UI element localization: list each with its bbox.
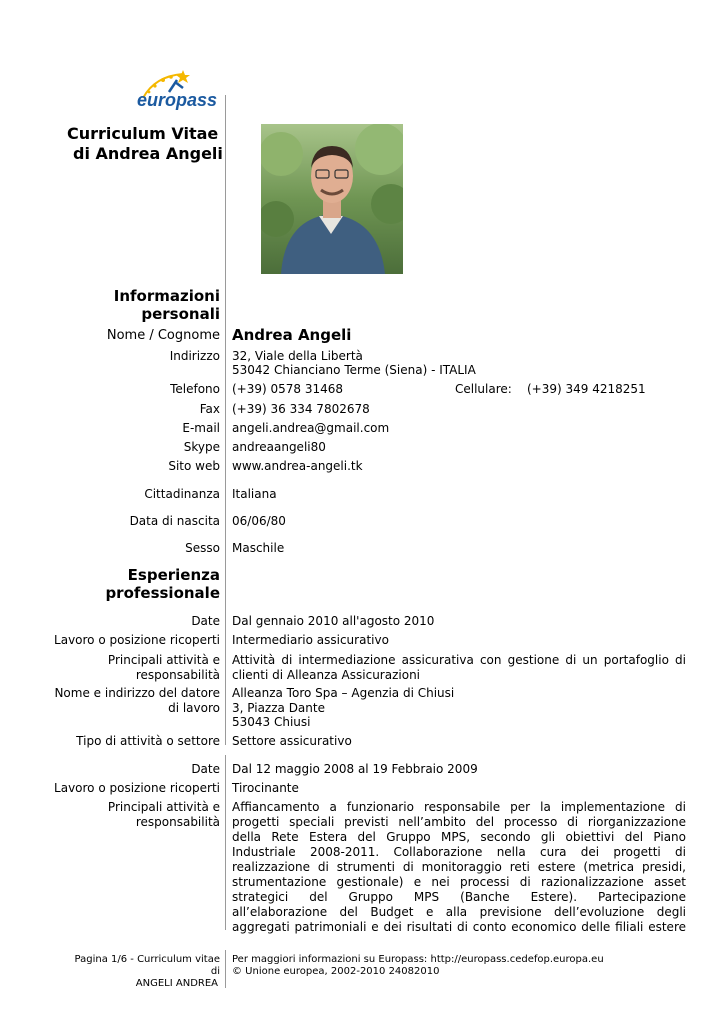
section-personal-line2: personali (141, 305, 220, 323)
job2-date: Dal 12 maggio 2008 al 19 Febbraio 2009 (232, 762, 478, 776)
profile-photo (261, 124, 403, 274)
skype-label: Skype (183, 440, 220, 454)
name-label: Nome / Cognome (106, 328, 220, 343)
website-label: Sito web (168, 459, 220, 473)
job2-date-label: Date (191, 762, 220, 776)
job1-position-label: Lavoro o posizione ricoperti (54, 633, 220, 647)
address-line1: 32, Viale della Libertà (232, 349, 363, 363)
footer-info-line2: © Unione europea, 2002-2010 24082010 (232, 966, 440, 977)
job2-activities-line: all’elaborazione del Budget e alla previsione dell’evoluzione degli (232, 905, 686, 919)
footer-info-line1[interactable]: Per maggiori informazioni su Europass: http://europass.cedefop.europa.eu (232, 954, 604, 965)
job2-activities-line: progetti speciali previsti nell’ambito del processo di riorganizzazione (232, 815, 686, 829)
section-personal-line1: Informazioni (113, 287, 220, 305)
footer-page-line3: ANGELI ANDREA (135, 978, 218, 989)
job1-activities-label-line1: Principali attività e (107, 653, 220, 667)
europass-logo (125, 68, 225, 112)
job2-activities-line: aggregati patrimoniali e dei risultati di conto economico delle filiali estere (232, 920, 686, 934)
cv-title-line1: Curriculum Vitae (67, 124, 219, 143)
address-line2: 53042 Chianciano Terme (Siena) - ITALIA (232, 363, 476, 377)
fax-value: (+39) 36 334 7802678 (232, 402, 370, 416)
footer-page-line2: di (210, 966, 220, 977)
footer-page-line1: Pagina 1/6 - Curriculum vitae (74, 954, 220, 965)
job1-employer-label-line1: Nome e indirizzo del datore (54, 686, 220, 700)
job1-sector-label: Tipo di attività o settore (76, 734, 220, 748)
job1-activities-label-line2: responsabilità (135, 668, 220, 682)
section-experience-line1: Esperienza (127, 566, 220, 584)
job1-position: Intermediario assicurativo (232, 633, 389, 647)
europass-logo-text: europass (137, 90, 218, 110)
sex-label: Sesso (185, 541, 220, 555)
job2-activities-line: realizzazione di strumenti di monitoraggio reti estere (metrica presidi, (232, 860, 686, 874)
citizenship-value: Italiana (232, 487, 277, 501)
fax-label: Fax (199, 402, 220, 416)
address-label: Indirizzo (169, 349, 220, 363)
job1-employer-line2: 3, Piazza Dante (232, 701, 325, 715)
job2-activities-label-line2: responsabilità (135, 815, 220, 829)
mobile-value: (+39) 349 4218251 (527, 382, 646, 396)
skype-value: andreaangeli80 (232, 440, 326, 454)
column-divider-top (225, 95, 226, 745)
job2-position: Tirocinante (232, 781, 299, 795)
job2-activities-label-line1: Principali attività e (107, 800, 220, 814)
footer-divider (225, 950, 226, 988)
phone-value: (+39) 0578 31468 (232, 382, 344, 396)
citizenship-label: Cittadinanza (144, 487, 220, 501)
website-value[interactable]: www.andrea-angeli.tk (232, 459, 363, 473)
birthdate-value: 06/06/80 (232, 514, 286, 528)
job1-employer-line1: Alleanza Toro Spa – Agenzia di Chiusi (232, 686, 455, 700)
job1-employer-label-line2: di lavoro (168, 701, 220, 715)
job2-activities-line: Affiancamento a funzionario responsabile per la implementazione di (232, 800, 686, 814)
job2-activities-line: strumentazione gestionale) e nei processi di razionalizzazione asset (232, 875, 686, 889)
cv-title-line2: di Andrea Angeli (73, 144, 223, 163)
email-value[interactable]: angeli.andrea@gmail.com (232, 421, 390, 435)
birthdate-label: Data di nascita (129, 514, 220, 528)
full-name: Andrea Angeli (232, 326, 352, 344)
section-experience-line2: professionale (105, 584, 220, 602)
job1-sector: Settore assicurativo (232, 734, 352, 748)
job2-activities-line: Industriale 2008-2011. Collaborazione nella cura dei progetti di (232, 845, 686, 859)
email-label: E-mail (182, 421, 220, 435)
phone-label: Telefono (170, 382, 220, 396)
column-divider-bottom (225, 755, 226, 930)
job1-employer-line3: 53043 Chiusi (232, 715, 311, 729)
job2-activities-line: strategici del Gruppo MPS (Banche Estere). Partecipazione (232, 890, 686, 904)
job1-activities-line2: clienti di Alleanza Assicurazioni (232, 668, 421, 682)
sex-value: Maschile (232, 541, 285, 555)
job1-date: Dal gennaio 2010 all'agosto 2010 (232, 614, 435, 628)
job2-position-label: Lavoro o posizione ricoperti (54, 781, 220, 795)
job2-activities-line: della Rete Estera del Gruppo MPS, secondo gli obiettivi del Piano (232, 830, 686, 844)
job1-date-label: Date (191, 614, 220, 628)
job1-activities-line1: Attività di intermediazione assicurativa con gestione di un portafoglio di (232, 653, 686, 667)
mobile-label: Cellulare: (455, 382, 512, 396)
